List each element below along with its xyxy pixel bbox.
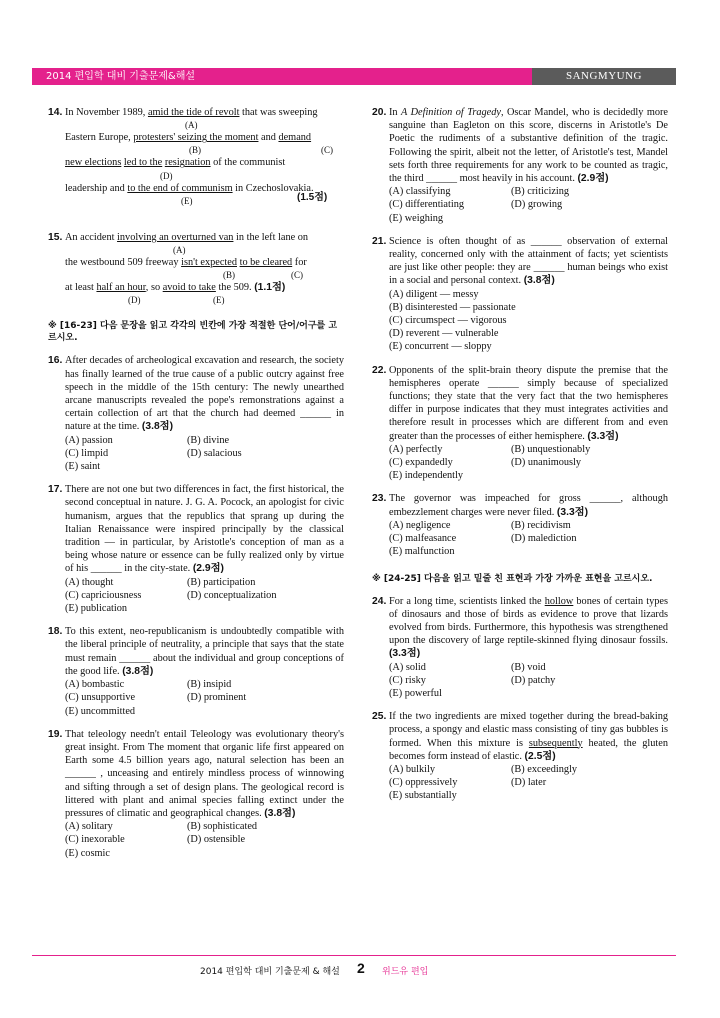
q14-mark-c: (C) [321,145,333,156]
q14-text: and [258,132,279,144]
page-footer [0,962,720,978]
option-c[interactable]: (C) capriciousness [65,589,142,601]
option-b[interactable]: (B) unquestionably [511,443,591,455]
q15-text: An accident [65,231,118,243]
question-number: 21. [372,235,387,247]
option-e[interactable]: (E) concurrent — sloppy [389,341,492,353]
q14-text: leadership and [65,182,128,194]
question-number: 23. [372,493,387,505]
option-e[interactable]: (E) publication [65,603,128,615]
left-column [48,106,344,870]
q15-text: the 509. [215,282,252,294]
question-21 [372,235,668,354]
q15-underline-b: isn't expected [181,257,237,269]
instruction-24-25: ※ [24-25] 다음을 읽고 밑줄 친 표현과 가장 가까운 표현을 고르시오. [372,573,653,584]
option-b[interactable]: (B) participation [187,576,256,588]
q14-points: (1.5점) [297,191,328,203]
question-number: 24. [372,595,387,607]
option-e[interactable]: (E) powerful [389,687,442,699]
option-d[interactable]: (D) malediction [511,533,577,545]
q15-underline-c: to be cleared [239,257,293,269]
q15-text: for [292,257,307,269]
q14-underline-d3: resignation [164,157,211,169]
question-20 [372,106,668,225]
option-d[interactable]: (D) later [511,777,547,789]
question-points: (3.8점) [122,665,154,677]
question-text: If the two ingredients are mixed together during the bread-baking process, a spongy and elastic mass consisting of tiny gas bubbles is formed. When this mixture is [389,711,668,749]
book-title: A Definition of Tragedy [401,107,501,118]
q15-points: (1.1점) [254,282,286,294]
question-number: 17. [48,484,63,496]
question-text: After decades of archeological excavation and research, the society has finally learned of the true cause of a public outcry against free speech in the middle of the 15th century: The newly unearthed arcane manuscripts revealed the pope's remonstrations against a certain collection of art that the church had deemed ______ in nature at the time. [65,355,344,433]
q14-text: Eastern Europe, [65,132,134,144]
question-number: 20. [372,107,387,118]
option-e[interactable]: (E) saint [65,461,101,473]
option-e[interactable]: (E) weighing [389,212,444,224]
underlined-word: subsequently [528,737,583,749]
question-14 [48,106,344,207]
q15-mark-b: (B) [223,270,235,281]
q14-underline-a: amid the tide of revolt [147,107,240,118]
question-points: (2.9점) [577,173,609,185]
q14-text: in Czechoslovakia. [232,182,314,194]
option-c[interactable]: (C) differentiating [389,199,465,211]
option-a[interactable]: (A) solid [389,661,426,673]
q15-underline-a: involving an overturned van [117,231,234,243]
q15-mark-a: (A) [173,245,186,256]
q15-mark-c: (C) [291,270,303,281]
page-number: 2 [357,960,365,976]
q15-mark-e: (E) [213,295,225,306]
question-15 [48,231,344,307]
option-e[interactable]: (E) malfunction [389,546,455,558]
question-text: Science is often thought of as ______ observation of external reality, concerned only with the attainment of facts; yet scientists are just like other people: they are ______ human beings who exist in a social and personal context. [389,235,668,287]
question-16 [48,354,344,473]
option-c[interactable]: (C) expandedly [389,457,453,469]
option-a[interactable]: (A) passion [65,434,113,446]
question-points: (3.3점) [556,506,589,518]
option-b[interactable]: (B) disinterested — passionate [389,301,516,313]
question-text: That teleology needn't entail Teleology was evolutionary theory's great insight. From The moment that organic life first appeared on Earth some 4.5 billion years ago, natural selection has been an ______ , unceasing and entirely mindless process of winnowing and sifting through a set of design plans. The geological record is littered with plant and animal species falling extinct under the pressures of climatic and geographical changes. [65,728,344,819]
q14-mark-b: (B) [189,145,201,156]
option-a[interactable]: (A) negligence [389,519,451,531]
question-points: (3.3점) [389,648,421,660]
option-b[interactable]: (B) criticizing [511,186,570,198]
option-c[interactable]: (C) risky [389,674,426,686]
q14-mark-d: (D) [160,170,173,181]
q14-underline-c: demand [278,132,312,144]
q14-text: of the communist [210,157,286,169]
question-text: The governor was impeached for gross ______, although embezzlement charges were never filed. [389,493,668,518]
option-d[interactable]: (D) patchy [511,674,556,686]
question-points: (3.8점) [523,275,555,287]
option-e[interactable]: (E) uncommitted [65,705,136,717]
option-e[interactable]: (E) independently [389,470,464,482]
option-c[interactable]: (C) inexorable [65,834,125,846]
question-text: heated, the gluten becomes form instead of elastic. [389,737,668,762]
option-d[interactable]: (D) growing [511,199,563,211]
q14-text: In November 1989, [65,107,148,118]
q14-underline-b: protesters' seizing the moment [133,132,259,144]
q15-text: at least [65,282,97,294]
question-text: bones of certain types of dinosaurs and those of birds as evidence to prove that lizards evolved from birds. Furthermore, this hypothesis was strengthened upon the discovery of large reptile-skinned flying dinosaur fossils. [389,595,668,647]
option-a[interactable]: (A) perfectly [389,443,443,455]
question-number: 15. [48,231,63,243]
option-c[interactable]: (C) circumspect — vigorous [389,315,507,327]
question-number: 19. [48,728,63,740]
option-a[interactable]: (A) bulkily [389,763,436,775]
question-points: (2.9점) [192,563,224,575]
question-points: (3.3점) [587,430,619,442]
question-17 [48,483,344,615]
q15-text: the westbound 509 freeway [65,257,182,269]
q15-underline-d: half an hour [96,282,146,294]
footer-title: 2014 편입학 대비 기출문제 & 해설 [200,967,340,977]
question-24 [372,595,668,701]
q15-mark-d: (D) [128,295,141,306]
q14-underline-d1: new elections [65,157,122,169]
option-d[interactable]: (D) salacious [187,447,242,459]
question-points: (2.5점) [524,750,556,762]
option-d[interactable]: (D) ostensible [187,834,246,846]
q14-text: that was sweeping [239,107,318,118]
option-e[interactable]: (E) cosmic [65,847,110,859]
question-text: In [389,107,402,118]
option-a[interactable]: (A) diligent — messy [389,288,479,300]
q14-mark-e: (E) [181,195,193,206]
question-number: 25. [372,711,387,723]
option-b[interactable]: (B) exceedingly [511,763,578,775]
q15-text: in the left lane on [233,231,309,243]
question-text: There are not one but two differences in fact, the first historical, the second conceptual in nature. J. G. A. Pocock, an apologist for civic humanism, argues that the republics that sprang up during the Italian Renaissance were inspired principally by the classical tradition — in particular, by Aristotle's conception of man as a being whose nature or essence can be fully realized only by virtue of his ______ in the city-state. [65,484,344,575]
question-number: 22. [372,364,387,376]
option-a[interactable]: (A) solitary [65,821,113,833]
header-university: SANGMYUNG UNIVERSITY [532,68,676,85]
footer-divider [32,955,676,956]
option-c[interactable]: (C) malfeasance [389,533,457,545]
option-d[interactable]: (D) conceptualization [187,589,277,601]
question-text: To this extent, neo-republicanism is undoubtedly compatible with the liberal principle of neutrality, a principle that says that the state must remain ______ about the individual and group conceptions of the good life. [65,626,344,677]
question-number: 18. [48,626,63,638]
option-c[interactable]: (C) unsupportive [65,692,136,704]
option-d[interactable]: (D) unanimously [511,457,582,469]
question-23 [372,492,668,558]
option-b[interactable]: (B) sophisticated [187,821,258,833]
instruction-16-23: ※ [16-23] 다음 문장을 읽고 각각의 빈칸에 가장 적절한 단어/어구를 고르시오. [48,321,338,344]
question-text: Opponents of the split-brain theory dispute the premise that the hemispheres operate ______ simply because of specialized functions; they state that the very fact that the two hemispheres differ in purpose indicates that they must integrates activities and therefore result in processes which are different from and even greater than the processes of either hemisphere. [389,364,668,442]
option-b[interactable]: (B) recidivism [511,519,571,531]
q14-underline-d2: led to the [123,157,163,169]
option-b[interactable]: (B) divine [187,434,230,446]
option-d[interactable]: (D) prominent [187,692,247,704]
option-b[interactable]: (B) insipid [187,679,232,691]
underlined-word: hollow [544,595,574,607]
question-18 [48,625,344,717]
q15-underline-e: avoid to take [162,282,216,294]
q14-mark-a: (A) [185,120,198,131]
question-25 [372,710,668,802]
question-number: 14. [48,107,63,118]
right-column [372,106,668,813]
question-text: , Oscar Mandel, who is decidedly more sanguine than Eagleton on this score, discerns in Aristotle's De Poetic the rudiments of a substantive definition of the tragic. Following the spirit, albeit not the letter, of Aristotle's test, Mandel sets forth three requirements for any work to be counted as tragic, the third ______ most heavily in his account. [389,107,668,185]
option-a[interactable]: (A) thought [65,576,114,588]
q14-underline-e: to the end of communism [127,182,233,194]
option-e[interactable]: (E) substantially [389,790,457,802]
footer-brand: 위드유 편입 [382,967,429,977]
option-a[interactable]: (A) bombastic [65,679,125,691]
question-points: (3.8점) [141,421,174,433]
option-d[interactable]: (D) reverent — vulnerable [389,328,499,340]
question-number: 16. [48,355,63,367]
option-a[interactable]: (A) classifying [389,186,451,198]
question-19 [48,728,344,860]
option-c[interactable]: (C) oppressively [389,777,458,789]
q15-text: , so [145,282,163,294]
option-c[interactable]: (C) limpid [65,447,109,459]
option-b[interactable]: (B) void [511,661,546,673]
question-text: For a long time, scientists linked the [389,595,545,607]
header-title: 2014 편입학 대비 기출문제&해설 [32,68,532,85]
question-points: (3.8점) [264,807,296,819]
page-header [32,68,676,99]
question-22 [372,364,668,483]
